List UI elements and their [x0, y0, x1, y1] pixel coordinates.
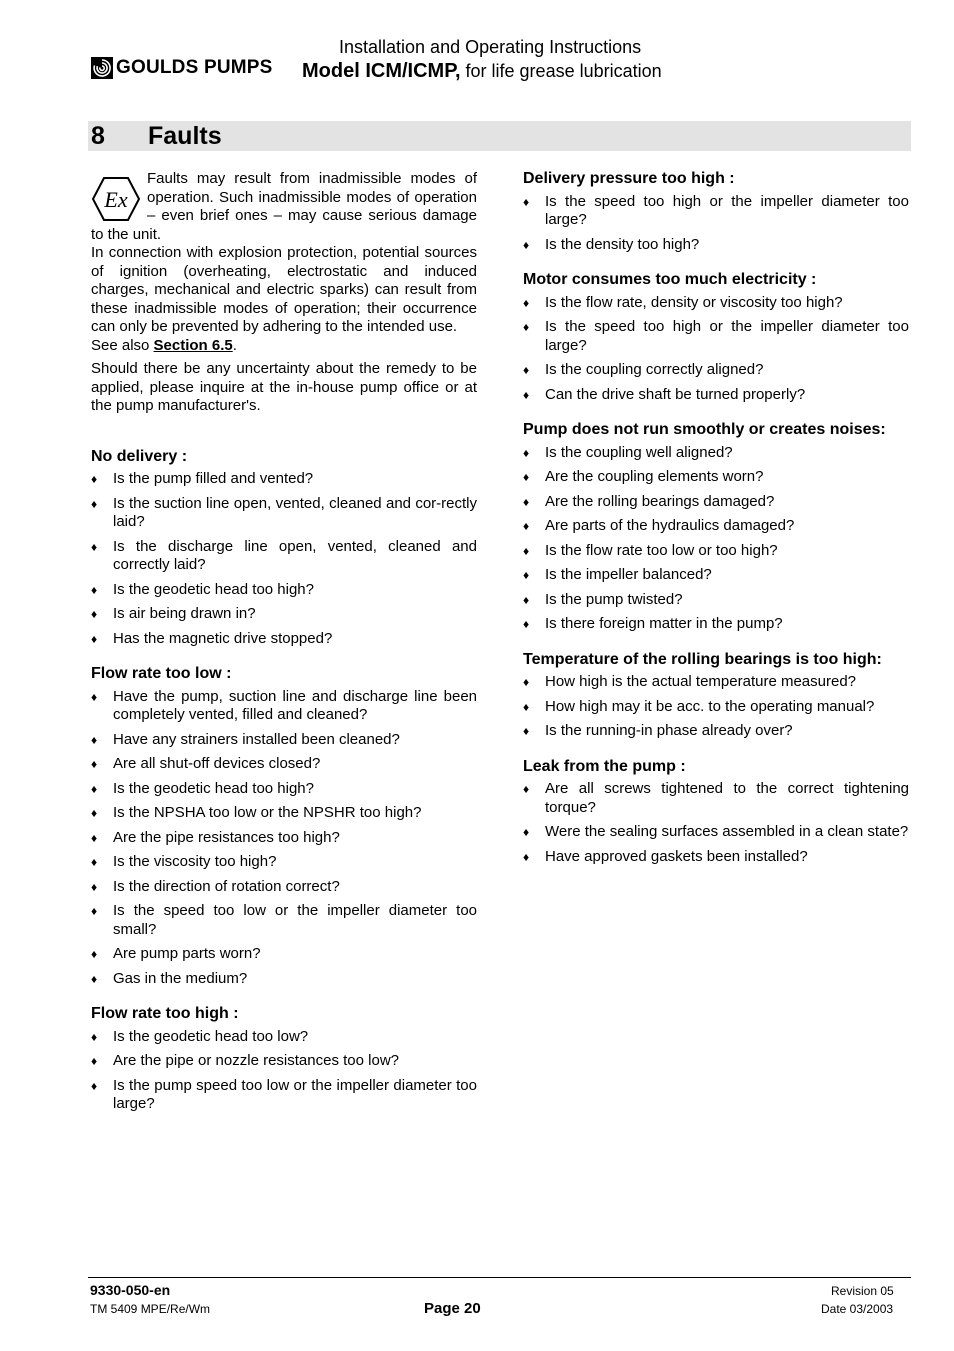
section-link[interactable]: Section 6.5: [153, 336, 233, 354]
list-item: ♦ Have approved gaskets been installed?: [523, 848, 909, 867]
header-model-line: [302, 60, 662, 83]
fault-checklist: [523, 193, 909, 255]
list-item: ♦ Are the rolling bearings damaged?: [523, 493, 909, 512]
fault-group-heading: Motor consumes too much electricity :: [523, 271, 817, 288]
model-suffix: for life grease lubrication: [460, 61, 662, 81]
fault-group-heading: Temperature of the rolling bearings is too high:: [523, 650, 882, 668]
fault-checklist: [91, 470, 477, 648]
list-item: ♦ Is the NPSHA too low or the NPSHR too high?: [91, 804, 477, 823]
list-item: ♦ Are pump parts worn?: [91, 945, 477, 964]
list-item: ♦ Are the pipe resistances too high?: [91, 829, 477, 848]
left-column: [91, 170, 477, 1131]
list-item: ♦ Is the pump twisted?: [523, 591, 909, 610]
intro-paragraph-3: Should there be any uncertainty about the remedy to be applied, please inquire at the in-house pump office or at the pump manufacturer's.: [91, 360, 477, 414]
list-item: ♦ Is the pump filled and vented?: [91, 470, 477, 489]
fault-group-heading: Flow rate too low :: [91, 665, 232, 682]
list-item: ♦ Is the speed too high or the impeller diameter too large?: [523, 193, 909, 230]
list-item: ♦ Is the speed too high or the impeller diameter too large?: [523, 318, 909, 355]
date: Date 03/2003: [821, 1302, 894, 1316]
right-fault-groups: [523, 170, 909, 866]
list-item: ♦ Is the flow rate, density or viscosity too high?: [523, 294, 909, 313]
list-item: ♦ Is the density too high?: [523, 236, 909, 255]
list-item: ♦ Can the drive shaft be turned properly?: [523, 386, 909, 405]
list-item: ♦ Is the suction line open, vented, cleaned and cor-rectly laid?: [91, 495, 477, 532]
list-item: ♦ Is the pump speed too low or the impeller diameter too large?: [91, 1077, 477, 1114]
fault-checklist: [523, 673, 909, 741]
fault-group-heading: Delivery pressure too high :: [523, 170, 735, 187]
goulds-pumps-logo: [90, 56, 273, 80]
see-also-suffix: .: [232, 336, 237, 354]
list-item: ♦ Are all shut-off devices closed?: [91, 755, 477, 774]
revision: Revision 05: [831, 1284, 894, 1298]
list-item: ♦ Is the speed too low or the impeller diameter too small?: [91, 902, 477, 939]
intro-paragraph-1: Faults may result from inadmissible modes of operation. Such inadmissible modes of operation – even brief ones – may cause serious damage to the unit.: [91, 170, 477, 243]
list-item: ♦ Are the pipe or nozzle resistances too low?: [91, 1052, 477, 1071]
document-number: 9330-050-en: [90, 1282, 171, 1298]
header-title: Installation and Operating Instructions: [339, 37, 642, 57]
explosion-protection-icon: [91, 174, 141, 224]
list-item: ♦ Is the coupling well aligned?: [523, 444, 909, 463]
model-name: Model ICM/ICMP,: [302, 60, 461, 82]
list-item: ♦ Is the impeller balanced?: [523, 566, 909, 585]
left-fault-groups: [91, 448, 477, 1114]
list-item: ♦ Are the coupling elements worn?: [523, 468, 909, 487]
list-item: ♦ Are parts of the hydraulics damaged?: [523, 517, 909, 536]
list-item: ♦ How high is the actual temperature measured?: [523, 673, 909, 692]
see-also-prefix: See also: [91, 336, 154, 354]
tm-reference: TM 5409 MPE/Re/Wm: [90, 1302, 211, 1316]
fault-checklist: [523, 780, 909, 866]
fault-group-heading: Pump does not run smoothly or creates noises:: [523, 421, 886, 438]
list-item: ♦ Have the pump, suction line and discharge line been completely vented, filled and cleaned?: [91, 688, 477, 725]
list-item: ♦ Is the discharge line open, vented, cleaned and correctly laid?: [91, 538, 477, 575]
goulds-swirl-icon: [90, 56, 114, 80]
section-heading: [88, 121, 911, 151]
section-title: Faults: [148, 121, 222, 150]
list-item: ♦ Is the geodetic head too high?: [91, 780, 477, 799]
fault-group-heading: No delivery :: [91, 447, 188, 465]
ex-symbol-text: Ex: [104, 187, 128, 212]
list-item: ♦ Is air being drawn in?: [91, 605, 477, 624]
list-item: ♦ Is the geodetic head too high?: [91, 581, 477, 600]
fault-group-heading: Leak from the pump :: [523, 757, 686, 775]
page-number: Page 20: [424, 1300, 481, 1317]
list-item: ♦ Gas in the medium?: [91, 970, 477, 989]
list-item: ♦ Is the coupling correctly aligned?: [523, 361, 909, 380]
section-number: 8: [91, 121, 105, 150]
list-item: ♦ How high may it be acc. to the operating manual?: [523, 698, 909, 717]
right-column: [523, 170, 909, 883]
list-item: ♦ Have any strainers installed been cleaned?: [91, 731, 477, 750]
list-item: ♦ Is the direction of rotation correct?: [91, 878, 477, 897]
fault-checklist: [523, 294, 909, 405]
intro-paragraph-2: In connection with explosion protection, potential sources of ignition (overheating, electrostatic and induced charges, mechanical and electric sparks) can result from these inadmissible modes of operation; their occurrence can only be prevented by adhering to the intended use.: [91, 244, 477, 335]
list-item: ♦ Has the magnetic drive stopped?: [91, 630, 477, 649]
list-item: ♦ Is the geodetic head too low?: [91, 1028, 477, 1047]
see-also: [91, 337, 477, 356]
list-item: ♦ Is the flow rate too low or too high?: [523, 542, 909, 561]
list-item: ♦ Were the sealing surfaces assembled in a clean state?: [523, 823, 909, 842]
fault-checklist: [91, 1028, 477, 1114]
fault-checklist: [91, 688, 477, 989]
fault-checklist: [523, 444, 909, 634]
list-item: ♦ Is there foreign matter in the pump?: [523, 615, 909, 634]
fault-group-heading: Flow rate too high :: [91, 1005, 239, 1022]
footer-divider: [88, 1277, 911, 1278]
list-item: ♦ Is the running-in phase already over?: [523, 722, 909, 741]
list-item: ♦ Is the viscosity too high?: [91, 853, 477, 872]
list-item: ♦ Are all screws tightened to the correct tightening torque?: [523, 780, 909, 817]
logo-text: GOULDS PUMPS: [116, 57, 273, 78]
